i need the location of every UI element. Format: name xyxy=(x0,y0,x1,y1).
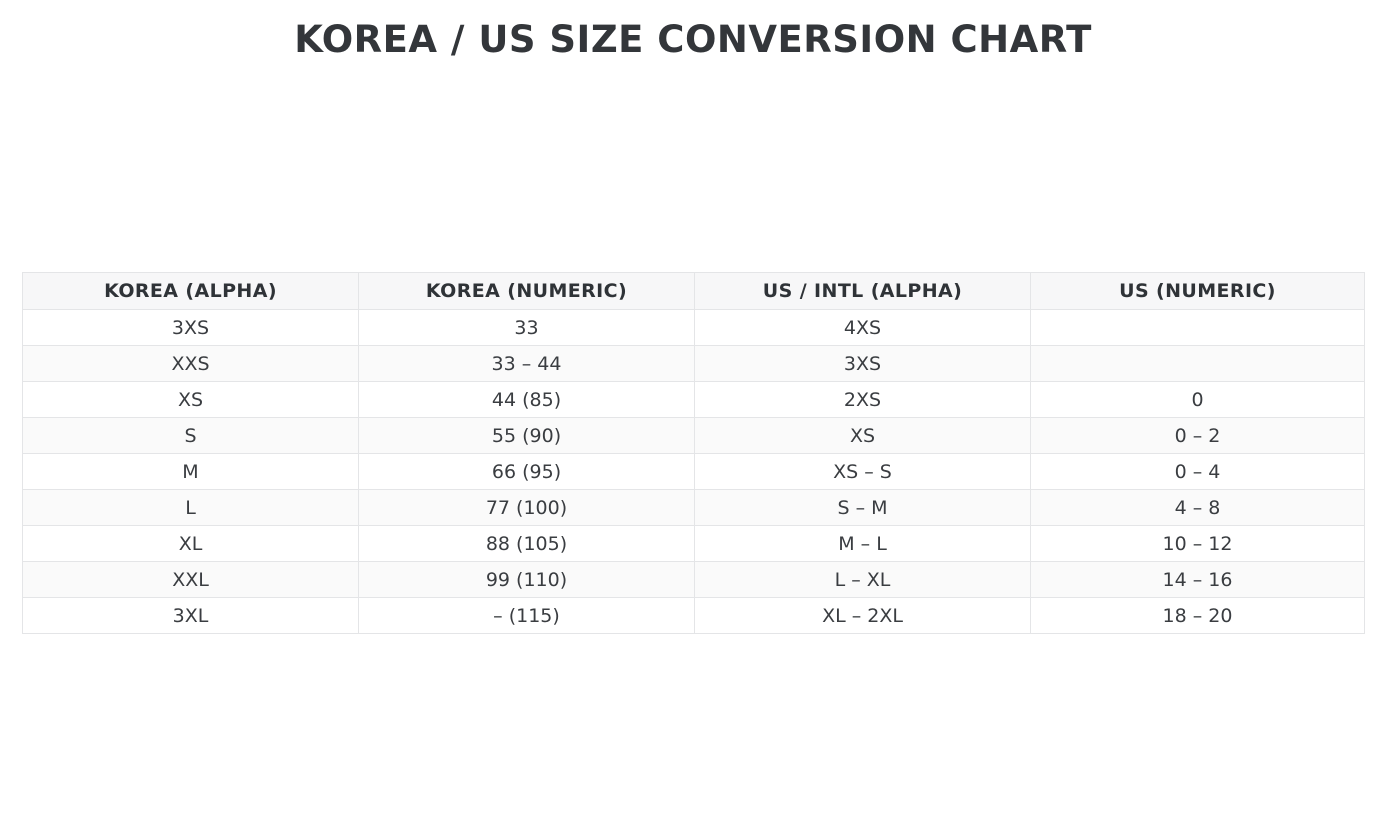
cell-us-numeric: 4 – 8 xyxy=(1031,490,1365,526)
column-header-us-intl-alpha: US / INTL (ALPHA) xyxy=(695,273,1031,310)
table-row xyxy=(23,310,1365,346)
size-conversion-table xyxy=(22,272,1365,634)
cell-us-numeric: 0 – 4 xyxy=(1031,454,1365,490)
cell-korea-alpha: XXL xyxy=(23,562,359,598)
cell-korea-numeric: 33 xyxy=(359,310,695,346)
table-row xyxy=(23,490,1365,526)
table-row xyxy=(23,454,1365,490)
cell-korea-numeric: 88 (105) xyxy=(359,526,695,562)
page-title: KOREA / US SIZE CONVERSION CHART xyxy=(294,18,1092,61)
cell-korea-alpha: XS xyxy=(23,382,359,418)
table-row xyxy=(23,562,1365,598)
table-row xyxy=(23,598,1365,634)
table-row xyxy=(23,346,1365,382)
cell-korea-numeric: 99 (110) xyxy=(359,562,695,598)
cell-korea-alpha: XL xyxy=(23,526,359,562)
cell-korea-numeric: 33 – 44 xyxy=(359,346,695,382)
cell-us-intl-alpha: S – M xyxy=(695,490,1031,526)
column-header-korea-alpha: KOREA (ALPHA) xyxy=(23,273,359,310)
cell-us-intl-alpha: XS – S xyxy=(695,454,1031,490)
cell-korea-numeric: 66 (95) xyxy=(359,454,695,490)
cell-us-numeric: 14 – 16 xyxy=(1031,562,1365,598)
column-header-us-numeric: US (NUMERIC) xyxy=(1031,273,1365,310)
cell-us-intl-alpha: XL – 2XL xyxy=(695,598,1031,634)
cell-us-numeric xyxy=(1031,346,1365,382)
cell-us-numeric: 10 – 12 xyxy=(1031,526,1365,562)
table-header-row xyxy=(23,273,1365,310)
cell-korea-alpha: 3XS xyxy=(23,310,359,346)
table-header xyxy=(23,273,1365,310)
cell-korea-numeric: 44 (85) xyxy=(359,382,695,418)
cell-us-intl-alpha: M – L xyxy=(695,526,1031,562)
cell-korea-alpha: M xyxy=(23,454,359,490)
cell-us-numeric xyxy=(1031,310,1365,346)
cell-us-intl-alpha: L – XL xyxy=(695,562,1031,598)
cell-us-intl-alpha: 3XS xyxy=(695,346,1031,382)
table-row xyxy=(23,418,1365,454)
column-header-korea-numeric: KOREA (NUMERIC) xyxy=(359,273,695,310)
cell-us-numeric: 18 – 20 xyxy=(1031,598,1365,634)
cell-us-intl-alpha: 2XS xyxy=(695,382,1031,418)
cell-us-numeric: 0 – 2 xyxy=(1031,418,1365,454)
table-body xyxy=(23,310,1365,634)
cell-us-numeric: 0 xyxy=(1031,382,1365,418)
cell-korea-numeric: 55 (90) xyxy=(359,418,695,454)
cell-korea-alpha: S xyxy=(23,418,359,454)
cell-us-intl-alpha: 4XS xyxy=(695,310,1031,346)
size-conversion-table-container xyxy=(22,272,1364,634)
cell-korea-alpha: XXS xyxy=(23,346,359,382)
table-row xyxy=(23,526,1365,562)
cell-korea-numeric: – (115) xyxy=(359,598,695,634)
cell-korea-alpha: 3XL xyxy=(23,598,359,634)
cell-korea-numeric: 77 (100) xyxy=(359,490,695,526)
cell-korea-alpha: L xyxy=(23,490,359,526)
table-row xyxy=(23,382,1365,418)
cell-us-intl-alpha: XS xyxy=(695,418,1031,454)
